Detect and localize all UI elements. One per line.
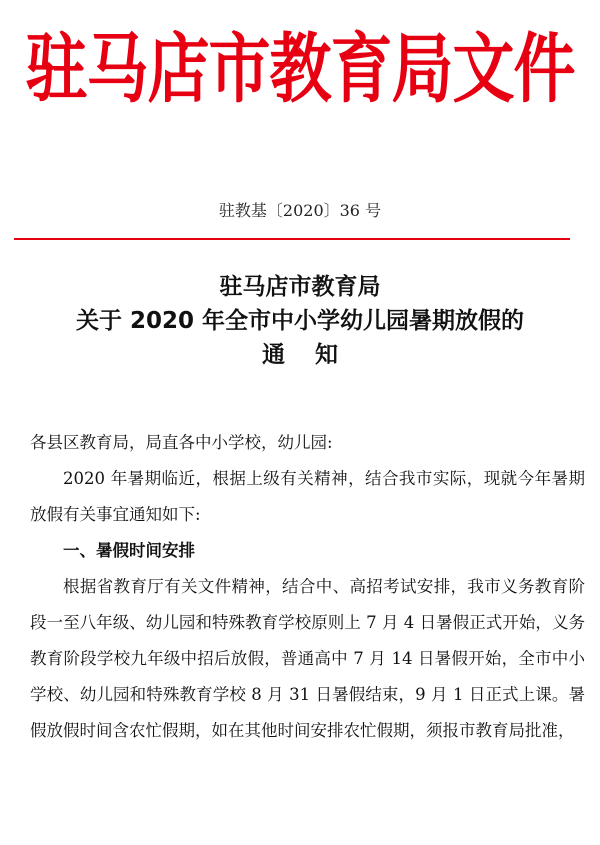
title-line-issuer: 驻马店市教育局 — [219, 274, 381, 300]
title-line-notice: 通知 — [262, 342, 368, 368]
section-heading-schedule: 一、暑假时间安排 — [63, 541, 195, 560]
masthead-title: 驻马店市教育局文件 — [25, 24, 575, 114]
red-divider-line — [14, 238, 570, 240]
document-number: 驻教基〔2020〕36 号 — [218, 201, 382, 220]
section-paragraph-schedule: 根据省教育厅有关文件精神，结合中、高招考试安排，我市义务教育阶段一至八年级、幼儿园和特殊教育学校原则上 7 月 4 日暑假正式开始，义务教育阶段学校九年级中招后放假，普通高中 7 月 14 日暑假开始，全市中小学校、幼儿园和特殊教育学校 8 月 31 日暑假结束，9 月 1 日正式上课。暑假放假时间含农忙假期，如在其他时间安排农忙假期，须报市教育局批准， — [30, 577, 585, 740]
title-line-subject: 关于 2020 年全市中小学幼儿园暑期放假的 — [75, 308, 525, 334]
document-body — [30, 425, 585, 749]
notice-title — [0, 270, 600, 372]
intro-paragraph: 2020 年暑期临近，根据上级有关精神，结合我市实际，现就今年暑期放假有关事宜通知如下: — [30, 469, 585, 524]
salutation: 各县区教育局，局直各中小学校，幼儿园: — [30, 433, 333, 452]
